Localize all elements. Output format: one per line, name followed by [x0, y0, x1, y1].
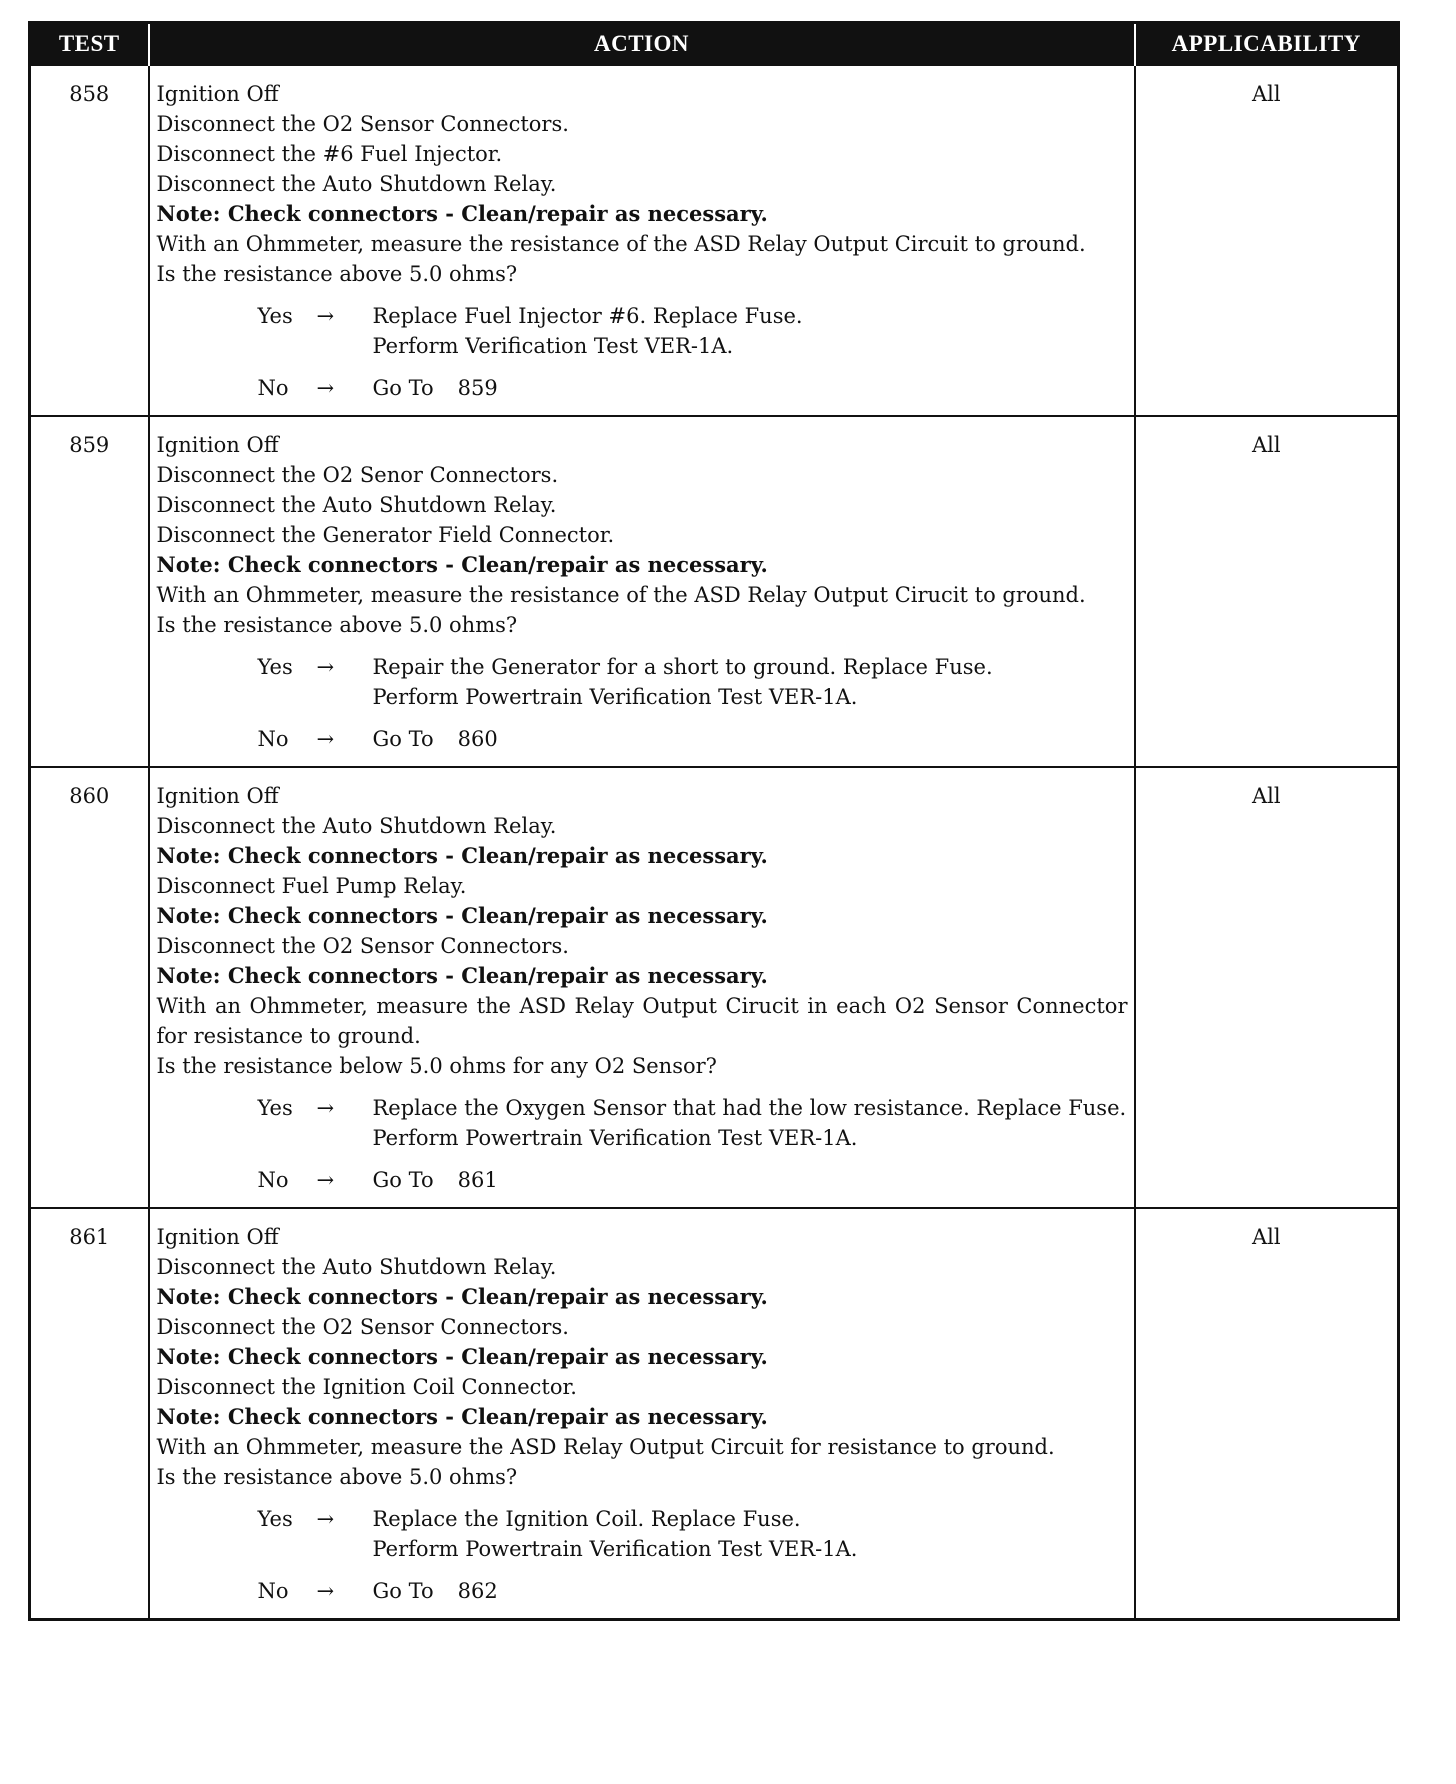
action-line: Disconnect the #6 Fuel Injector. [156, 142, 503, 166]
no-branch [258, 724, 1128, 754]
no-label: No [257, 376, 289, 400]
action-line: With an Ohmmeter, measure the ASD Relay Output Circuit for resistance to ground. [156, 1435, 1055, 1459]
note-line: Note: Check connectors - Clean/repair as necessary. [156, 552, 768, 577]
action-line: With an Ohmmeter, measure the resistance of the ASD Relay Output Circuit to ground. [156, 232, 1086, 256]
note-line: Note: Check connectors - Clean/repair as necessary. [156, 1344, 768, 1369]
table-header-row [30, 23, 1399, 66]
test-row [30, 1208, 1399, 1620]
yes-action-line: Perform Powertrain Verification Test VER-1A. [372, 685, 858, 709]
yes-action-line: Perform Powertrain Verification Test VER-1A. [372, 1126, 858, 1150]
action-line: Ignition Off [156, 82, 279, 106]
action-cell [149, 1208, 1135, 1620]
go-to-test-link[interactable]: 859 [457, 376, 498, 400]
action-line: Ignition Off [156, 784, 279, 808]
go-to-test-link[interactable]: 861 [457, 1168, 498, 1192]
arrow-right-icon: → [316, 1579, 335, 1603]
action-line: Disconnect the O2 Sensor Connectors. [156, 112, 569, 136]
action-line: Is the resistance above 5.0 ohms? [156, 613, 518, 637]
yes-action-line: Replace the Ignition Coil. Replace Fuse. [372, 1507, 801, 1531]
diagnostic-test-table [28, 21, 1400, 1621]
yes-action [373, 652, 1128, 712]
action-line: Ignition Off [156, 433, 279, 457]
yes-action-line: Perform Verification Test VER-1A. [372, 334, 734, 358]
note-line: Note: Check connectors - Clean/repair as necessary. [156, 1404, 768, 1429]
no-label: No [257, 727, 289, 751]
yes-branch [258, 1504, 1128, 1564]
no-label: No [257, 1168, 289, 1192]
test-number: 861 [30, 1208, 149, 1620]
note-line: Note: Check connectors - Clean/repair as necessary. [156, 963, 768, 988]
note-line: Note: Check connectors - Clean/repair as necessary. [156, 903, 768, 928]
no-action [373, 724, 1128, 754]
test-number: 860 [30, 767, 149, 1208]
no-action [373, 1576, 1128, 1606]
applicability-value: All [1135, 65, 1399, 416]
arrow-right-icon: → [316, 1507, 335, 1531]
arrow-right-icon: → [316, 727, 335, 751]
yes-action-line: Replace the Oxygen Sensor that had the low resistance. Replace Fuse. [372, 1096, 1127, 1120]
go-to-label: Go To [372, 1168, 434, 1192]
go-to-test-link[interactable]: 862 [457, 1579, 498, 1603]
action-line: Disconnect the O2 Senor Connectors. [156, 463, 559, 487]
action-line: Disconnect Fuel Pump Relay. [156, 874, 467, 898]
action-line: Disconnect the Generator Field Connector. [156, 523, 615, 547]
action-cell [149, 767, 1135, 1208]
no-label: No [257, 1579, 289, 1603]
go-to-test-link[interactable]: 860 [457, 727, 498, 751]
yes-label: Yes [257, 304, 293, 328]
header-action: ACTION [149, 23, 1135, 66]
action-cell [149, 416, 1135, 767]
arrow-right-icon: → [316, 1168, 335, 1192]
note-line: Note: Check connectors - Clean/repair as necessary. [156, 1284, 768, 1309]
action-line: Disconnect the O2 Sensor Connectors. [156, 1315, 569, 1339]
action-line: Disconnect the Ignition Coil Connector. [156, 1375, 577, 1399]
no-action [373, 1165, 1128, 1195]
yes-action-line: Perform Powertrain Verification Test VER-1A. [372, 1537, 858, 1561]
header-applicability: APPLICABILITY [1135, 23, 1399, 66]
arrow-right-icon: → [316, 655, 335, 679]
applicability-value: All [1135, 767, 1399, 1208]
action-line: Is the resistance below 5.0 ohms for any O2 Sensor? [156, 1054, 717, 1078]
header-test: TEST [30, 23, 149, 66]
yes-action [373, 1504, 1128, 1564]
no-branch [258, 373, 1128, 403]
yes-action [373, 301, 1128, 361]
yes-label: Yes [257, 655, 293, 679]
no-branch [258, 1165, 1128, 1195]
applicability-value: All [1135, 1208, 1399, 1620]
yes-action-line: Replace Fuel Injector #6. Replace Fuse. [372, 304, 803, 328]
action-line: Disconnect the Auto Shutdown Relay. [156, 1255, 557, 1279]
yes-label: Yes [257, 1507, 293, 1531]
test-number: 858 [30, 65, 149, 416]
applicability-value: All [1135, 416, 1399, 767]
no-branch [258, 1576, 1128, 1606]
go-to-label: Go To [372, 727, 434, 751]
action-line: Disconnect the Auto Shutdown Relay. [156, 493, 557, 517]
arrow-right-icon: → [316, 376, 335, 400]
yes-branch [258, 301, 1128, 361]
yes-branch [258, 652, 1128, 712]
note-line: Note: Check connectors - Clean/repair as necessary. [156, 201, 768, 226]
go-to-label: Go To [372, 376, 434, 400]
action-line: Is the resistance above 5.0 ohms? [156, 262, 518, 286]
yes-action-line: Repair the Generator for a short to ground. Replace Fuse. [372, 655, 993, 679]
action-line: Disconnect the Auto Shutdown Relay. [156, 172, 557, 196]
test-row [30, 767, 1399, 1208]
test-number: 859 [30, 416, 149, 767]
action-cell [149, 65, 1135, 416]
test-row [30, 65, 1399, 416]
action-line: Disconnect the O2 Sensor Connectors. [156, 934, 569, 958]
action-line: With an Ohmmeter, measure the ASD Relay Output Cirucit in each O2 Sensor Connector for resistance to ground. [156, 994, 1128, 1048]
test-row [30, 416, 1399, 767]
action-line: Ignition Off [156, 1225, 279, 1249]
yes-label: Yes [257, 1096, 293, 1120]
arrow-right-icon: → [316, 304, 335, 328]
arrow-right-icon: → [316, 1096, 335, 1120]
action-line: Disconnect the Auto Shutdown Relay. [156, 814, 557, 838]
action-line: With an Ohmmeter, measure the resistance of the ASD Relay Output Cirucit to ground. [156, 583, 1086, 607]
no-action [373, 373, 1128, 403]
note-line: Note: Check connectors - Clean/repair as necessary. [156, 843, 768, 868]
yes-action [373, 1093, 1128, 1153]
yes-branch [258, 1093, 1128, 1153]
action-line: Is the resistance above 5.0 ohms? [156, 1465, 518, 1489]
go-to-label: Go To [372, 1579, 434, 1603]
